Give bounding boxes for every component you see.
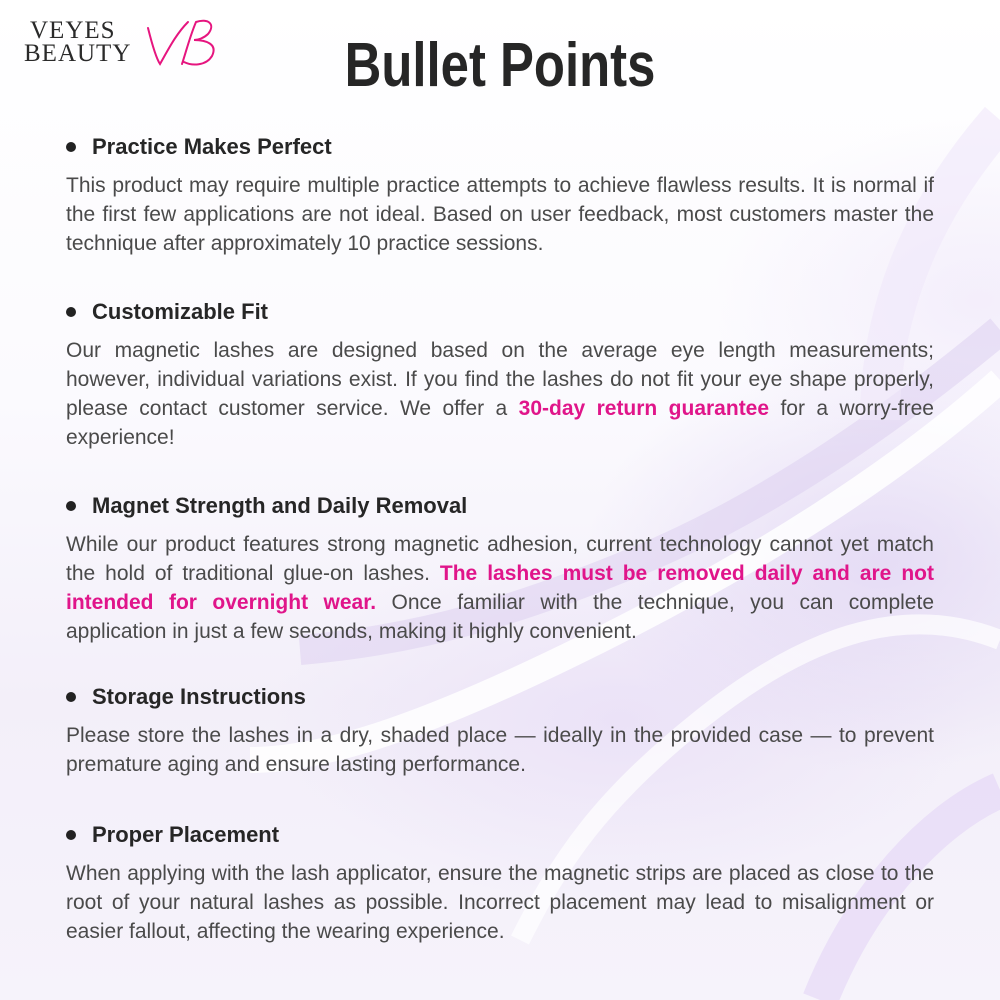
section-magnet xyxy=(66,491,934,646)
body-text: Our magnetic lashes are designed based on the average eye length measurements; however, individual variations exist. If you find the lashes do not fit your eye shape properly, please contact customer service. We offer a xyxy=(66,339,934,420)
section-body xyxy=(66,530,934,646)
section-heading xyxy=(66,132,934,162)
bullet-icon xyxy=(66,692,76,702)
section-body: Please store the lashes in a dry, shaded place — ideally in the provided case — to prevent premature aging and ensure lasting performance. xyxy=(66,724,934,776)
section-heading xyxy=(66,820,934,850)
highlight-text: 30-day return guarantee xyxy=(518,397,770,420)
section-placement xyxy=(66,820,934,946)
section-body xyxy=(66,336,934,452)
body-text: While our product features strong magnetic adhesion, current technology cannot yet match the hold of traditional glue-on lashes. xyxy=(66,533,934,585)
highlight-text: The lashes must be removed daily and are not intended for overnight wear. xyxy=(66,562,934,614)
bullet-icon xyxy=(66,142,76,152)
bullet-icon xyxy=(66,307,76,317)
section-storage xyxy=(66,682,934,779)
page-title: Bullet Points xyxy=(344,31,656,100)
section-heading xyxy=(66,297,934,327)
section-heading-text: Practice Makes Perfect xyxy=(92,134,332,159)
brand-word-2: BEAUTY xyxy=(24,40,132,67)
body-text: Once familiar with the technique, you can complete application in just a few seconds, making it highly convenient. xyxy=(66,591,934,643)
section-heading-text: Magnet Strength and Daily Removal xyxy=(92,493,468,518)
section-heading xyxy=(66,682,934,712)
section-heading-text: Customizable Fit xyxy=(92,299,269,324)
brand-word-1: VEYES xyxy=(30,17,116,44)
body-text: for a worry-free experience! xyxy=(66,397,934,449)
bullet-icon xyxy=(66,830,76,840)
section-fit xyxy=(66,297,934,452)
bullet-icon xyxy=(66,501,76,511)
section-practice xyxy=(66,132,934,258)
section-body: When applying with the lash applicator, ensure the magnetic strips are placed as close to the root of your natural lashes as possible. Incorrect placement may lead to misalignment or easier fallout, affecting the wearing experience. xyxy=(66,862,934,943)
section-heading-text: Storage Instructions xyxy=(92,684,306,709)
section-heading xyxy=(66,491,934,521)
section-heading-text: Proper Placement xyxy=(92,822,280,847)
section-body: This product may require multiple practice attempts to achieve flawless results. It is normal if the first few applications are not ideal. Based on user feedback, most customers master the technique after approximately 10 practice sessions. xyxy=(66,174,934,255)
